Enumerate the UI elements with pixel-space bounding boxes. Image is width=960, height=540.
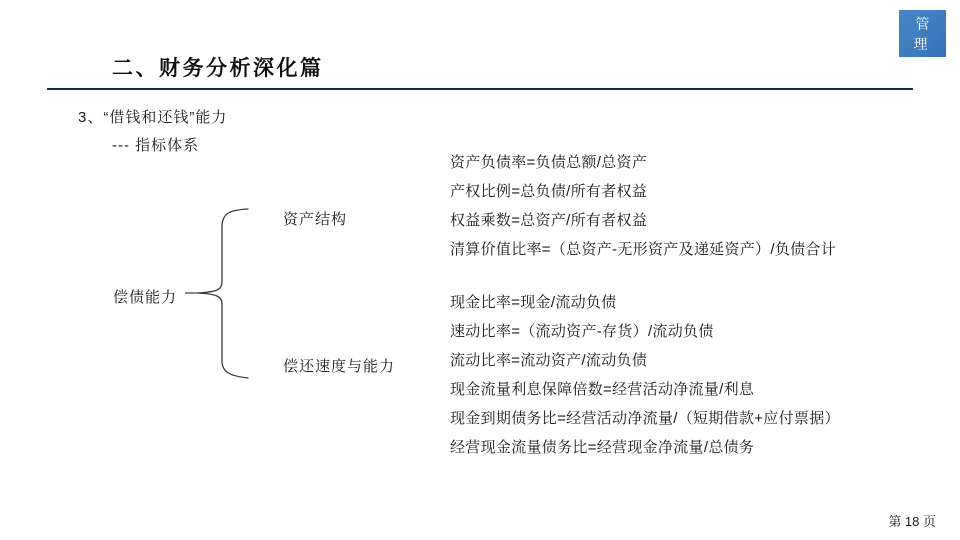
title-divider [47,88,913,90]
formula-line: 经营现金流量债务比=经营现金净流量/总债务 [450,439,755,456]
brace-shape [180,200,260,385]
formula-line: 流动比率=流动资产/流动负债 [450,352,648,369]
formula-line: 权益乘数=总资产/所有者权益 [450,212,648,229]
formula-list-repayment [450,288,840,462]
diagram-branch-label-repayment: 偿还速度与能力 [283,358,396,375]
diagram-root-label: 偿债能力 [113,289,178,306]
formula-line: 现金到期债务比=经营活动净流量/（短期借款+应付票据） [450,410,840,427]
formula-line: 现金流量利息保障倍数=经营活动净流量/利息 [450,381,755,398]
page-title: 二、财务分析深化篇 [112,57,324,80]
section-subheading: --- 指标体系 [112,137,200,154]
formula-list-asset-structure [450,148,836,264]
section-heading: 3、“借钱和还钱”能力 [78,109,228,126]
formula-line: 产权比例=总负债/所有者权益 [450,183,648,200]
logo [899,10,946,92]
logo-text-line1: 管 理 [913,16,934,52]
diagram-branch-label-asset-structure: 资产结构 [283,211,348,228]
page-number: 第 18 页 [888,514,936,529]
formula-line: 清算价值比率=（总资产-无形资产及递延资产）/负债合计 [450,241,837,258]
formula-line: 资产负债率=负债总额/总资产 [450,154,648,171]
formula-line: 现金比率=现金/流动负债 [450,294,617,311]
formula-line: 速动比率=（流动资产-存货）/流动负债 [450,323,714,340]
logo-text-line2: 智 库 [913,56,934,92]
